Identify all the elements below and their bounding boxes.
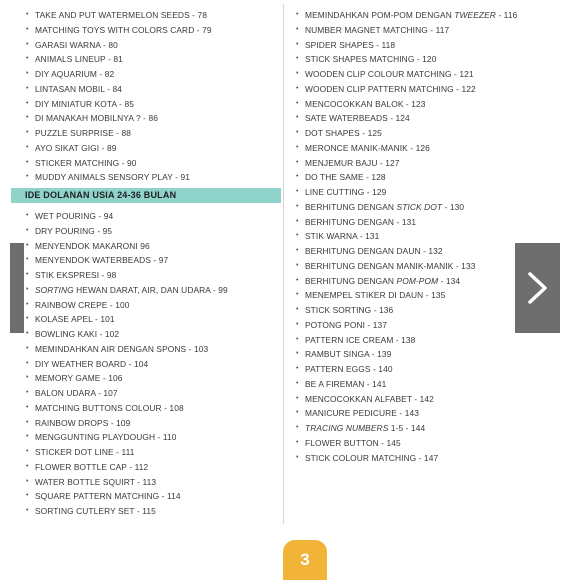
list-item: • TAKE AND PUT WATERMELON SEEDS - 78 xyxy=(26,8,281,23)
list-item: • DRY POURING - 95 xyxy=(26,224,281,239)
list-item: • SQUARE PATTERN MATCHING - 114 xyxy=(26,489,281,504)
list-item: • MENYENDOK WATERBEADS - 97 xyxy=(26,253,281,268)
list-item: • SORTING CUTLERY SET - 115 xyxy=(26,504,281,519)
activity-list-right xyxy=(296,8,566,465)
list-item: • STICK COLOUR MATCHING - 147 xyxy=(296,451,566,466)
left-column-top xyxy=(26,8,281,185)
list-item: • POTONG PONI - 137 xyxy=(296,318,566,333)
list-item: • BERHITUNG DENGAN - 131 xyxy=(296,215,566,230)
list-item: • MENGGUNTING PLAYDOUGH - 110 xyxy=(26,430,281,445)
list-item: • SATE WATERBEADS - 124 xyxy=(296,111,566,126)
list-item: • MENCOCOKKAN BALOK - 123 xyxy=(296,97,566,112)
list-item: • MEMINDAHKAN AIR DENGAN SPONS - 103 xyxy=(26,342,281,357)
activity-list-left-bottom xyxy=(26,209,281,519)
list-item: • MENCOCOKKAN ALFABET - 142 xyxy=(296,392,566,407)
list-item: • PATTERN EGGS - 140 xyxy=(296,362,566,377)
page-number-badge: 3 xyxy=(283,540,327,580)
list-item: • MATCHING TOYS WITH COLORS CARD - 79 xyxy=(26,23,281,38)
list-item: • MENJEMUR BAJU - 127 xyxy=(296,156,566,171)
list-item: • RAINBOW CREPE - 100 xyxy=(26,298,281,313)
list-item: • MATCHING BUTTONS COLOUR - 108 xyxy=(26,401,281,416)
list-item: • DIY AQUARIUM - 82 xyxy=(26,67,281,82)
list-item: • FLOWER BOTTLE CAP - 112 xyxy=(26,460,281,475)
list-item: • WOODEN CLIP COLOUR MATCHING - 121 xyxy=(296,67,566,82)
list-item: • PUZZLE SURPRISE - 88 xyxy=(26,126,281,141)
list-item: • NUMBER MAGNET MATCHING - 117 xyxy=(296,23,566,38)
list-item: • BE A FIREMAN - 141 xyxy=(296,377,566,392)
prev-page-button[interactable] xyxy=(10,243,24,333)
chevron-right-icon xyxy=(527,271,549,305)
list-item: • BERHITUNG DENGAN POM-POM - 134 xyxy=(296,274,566,289)
list-item: • STIK EKSPRESI - 98 xyxy=(26,268,281,283)
list-item: • ANIMALS LINEUP - 81 xyxy=(26,52,281,67)
list-item: • BERHITUNG DENGAN DAUN - 132 xyxy=(296,244,566,259)
list-item: • MEMINDAHKAN POM-POM DENGAN TWEEZER - 116 xyxy=(296,8,566,23)
list-item: • WET POURING - 94 xyxy=(26,209,281,224)
list-item: • PATTERN ICE CREAM - 138 xyxy=(296,333,566,348)
list-item: • GARASI WARNA - 80 xyxy=(26,38,281,53)
list-item: • DIY WEATHER BOARD - 104 xyxy=(26,357,281,372)
list-item: • MERONCE MANIK-MANIK - 126 xyxy=(296,141,566,156)
list-item: • MEMORY GAME - 106 xyxy=(26,371,281,386)
list-item: • RAINBOW DROPS - 109 xyxy=(26,416,281,431)
list-item: • MUDDY ANIMALS SENSORY PLAY - 91 xyxy=(26,170,281,185)
list-item: • STICK SORTING - 136 xyxy=(296,303,566,318)
list-item: • WOODEN CLIP PATTERN MATCHING - 122 xyxy=(296,82,566,97)
list-item: • MENEMPEL STIKER DI DAUN - 135 xyxy=(296,288,566,303)
list-item: • DOT SHAPES - 125 xyxy=(296,126,566,141)
list-item: • BERHITUNG DENGAN STICK DOT - 130 xyxy=(296,200,566,215)
list-item: • FLOWER BUTTON - 145 xyxy=(296,436,566,451)
list-item: • BOWLING KAKI - 102 xyxy=(26,327,281,342)
list-item: • STIK WARNA - 131 xyxy=(296,229,566,244)
left-column-bottom xyxy=(26,209,281,519)
list-item: • BALON UDARA - 107 xyxy=(26,386,281,401)
list-item: • AYO SIKAT GIGI - 89 xyxy=(26,141,281,156)
list-item: • SORTING HEWAN DARAT, AIR, DAN UDARA - 99 xyxy=(26,283,281,298)
list-item: • TRACING NUMBERS 1-5 - 144 xyxy=(296,421,566,436)
list-item: • DI MANAKAH MOBILNYA ? - 86 xyxy=(26,111,281,126)
list-item: • MENYENDOK MAKARONI 96 xyxy=(26,239,281,254)
activity-list-left-top xyxy=(26,8,281,185)
list-item: • STICKER DOT LINE - 111 xyxy=(26,445,281,460)
list-item: • WATER BOTTLE SQUIRT - 113 xyxy=(26,475,281,490)
list-item: • BERHITUNG DENGAN MANIK-MANIK - 133 xyxy=(296,259,566,274)
list-item: • SPIDER SHAPES - 118 xyxy=(296,38,566,53)
list-item: • LINE CUTTING - 129 xyxy=(296,185,566,200)
right-column xyxy=(296,8,566,465)
list-item: • MANICURE PEDICURE - 143 xyxy=(296,406,566,421)
list-item: • DO THE SAME - 128 xyxy=(296,170,566,185)
section-header-24-36: IDE DOLANAN USIA 24-36 BULAN xyxy=(11,188,281,203)
list-item: • RAMBUT SINGA - 139 xyxy=(296,347,566,362)
next-page-button[interactable] xyxy=(515,243,560,333)
list-item: • STICKER MATCHING - 90 xyxy=(26,156,281,171)
list-item: • LINTASAN MOBIL - 84 xyxy=(26,82,281,97)
list-item: • DIY MINIATUR KOTA - 85 xyxy=(26,97,281,112)
column-divider xyxy=(283,4,284,524)
list-item: • KOLASE APEL - 101 xyxy=(26,312,281,327)
list-item: • STICK SHAPES MATCHING - 120 xyxy=(296,52,566,67)
